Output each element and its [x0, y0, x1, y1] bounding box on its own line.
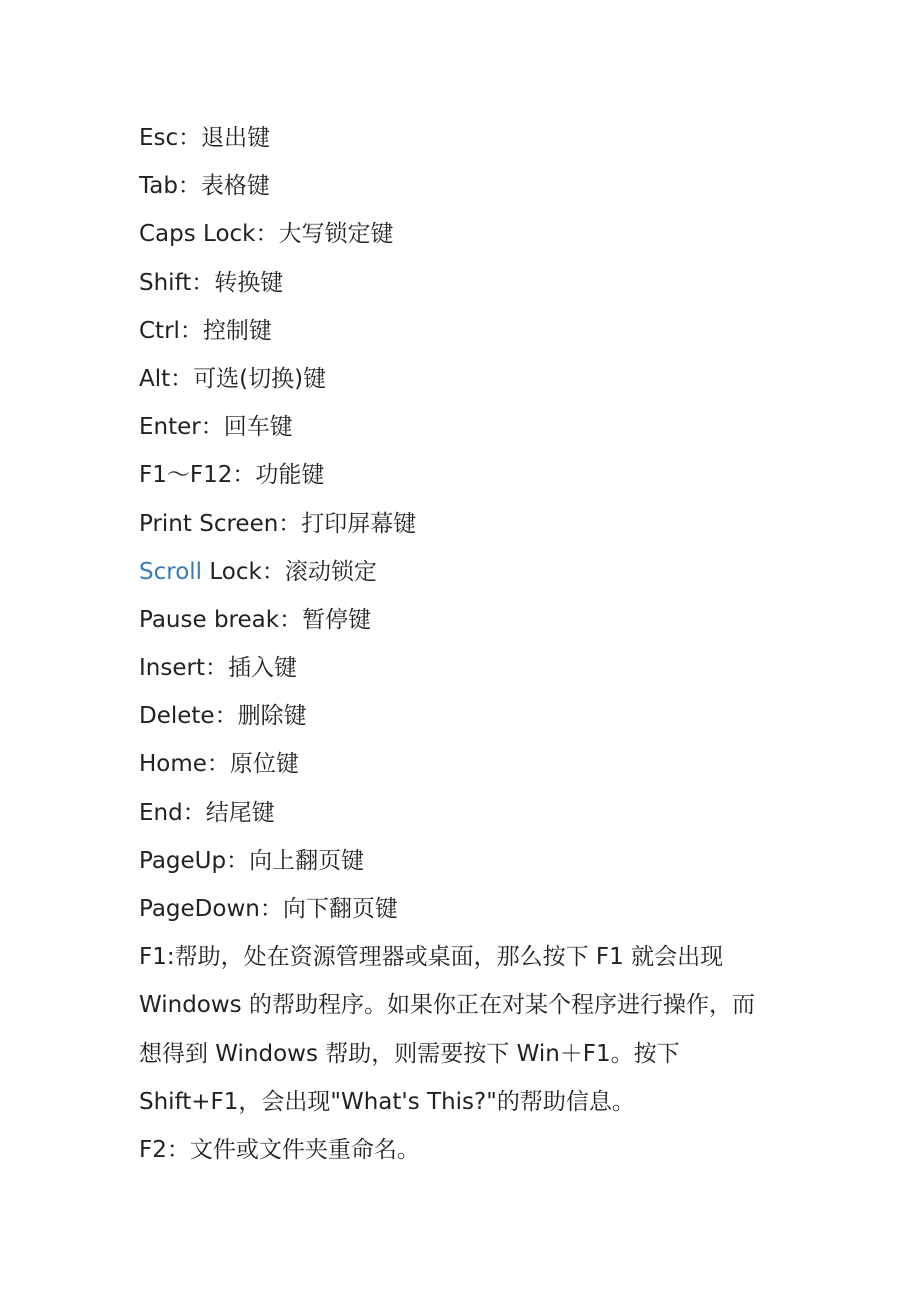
key-line-tab: Tab：表格键 [139, 173, 270, 200]
key-line-caps-lock: Caps Lock：大写锁定键 [139, 221, 394, 248]
document-body [139, 114, 799, 1174]
key-line-esc: Esc：退出键 [139, 125, 271, 151]
key-line-scroll-lock [139, 548, 799, 596]
key-line-home: Home：原位键 [139, 751, 299, 778]
key-line-ctrl: Ctrl：控制键 [139, 317, 272, 344]
key-line-end: End：结尾键 [139, 799, 275, 826]
key-line-function-keys: F1～F12：功能键 [139, 462, 325, 489]
scroll-lock-rest: Lock：滚动锁定 [202, 558, 377, 585]
key-line-enter: Enter：回车键 [139, 414, 293, 441]
key-line-delete: Delete：删除键 [139, 703, 307, 730]
key-line-alt: Alt：可选(切换)键 [139, 365, 327, 392]
f1-help-paragraph [139, 933, 799, 1126]
key-line-pagedown: PageDown：向下翻页键 [139, 896, 398, 922]
f2-rename-line: F2：文件或文件夹重命名。 [139, 1136, 420, 1163]
key-line-insert: Insert：插入键 [139, 655, 297, 682]
paragraph-line: F1:帮助，处在资源管理器或桌面，那么按下 F1 就会出现 [139, 944, 724, 971]
key-line-shift: Shift：转换键 [139, 269, 284, 296]
scroll-link[interactable]: Scroll [139, 558, 203, 585]
key-line-print-screen: Print Screen：打印屏幕键 [139, 510, 417, 537]
paragraph-line: Windows 的帮助程序。如果你正在对某个程序进行操作，而 [139, 992, 755, 1019]
key-line-pageup: PageUp：向上翻页键 [139, 847, 365, 874]
paragraph-line: 想得到 Windows 帮助，则需要按下 Win＋F1。按下 [139, 1040, 680, 1067]
paragraph-line: Shift+F1，会出现"What's This?"的帮助信息。 [139, 1088, 635, 1115]
key-line-pause-break: Pause break：暂停键 [139, 606, 372, 633]
